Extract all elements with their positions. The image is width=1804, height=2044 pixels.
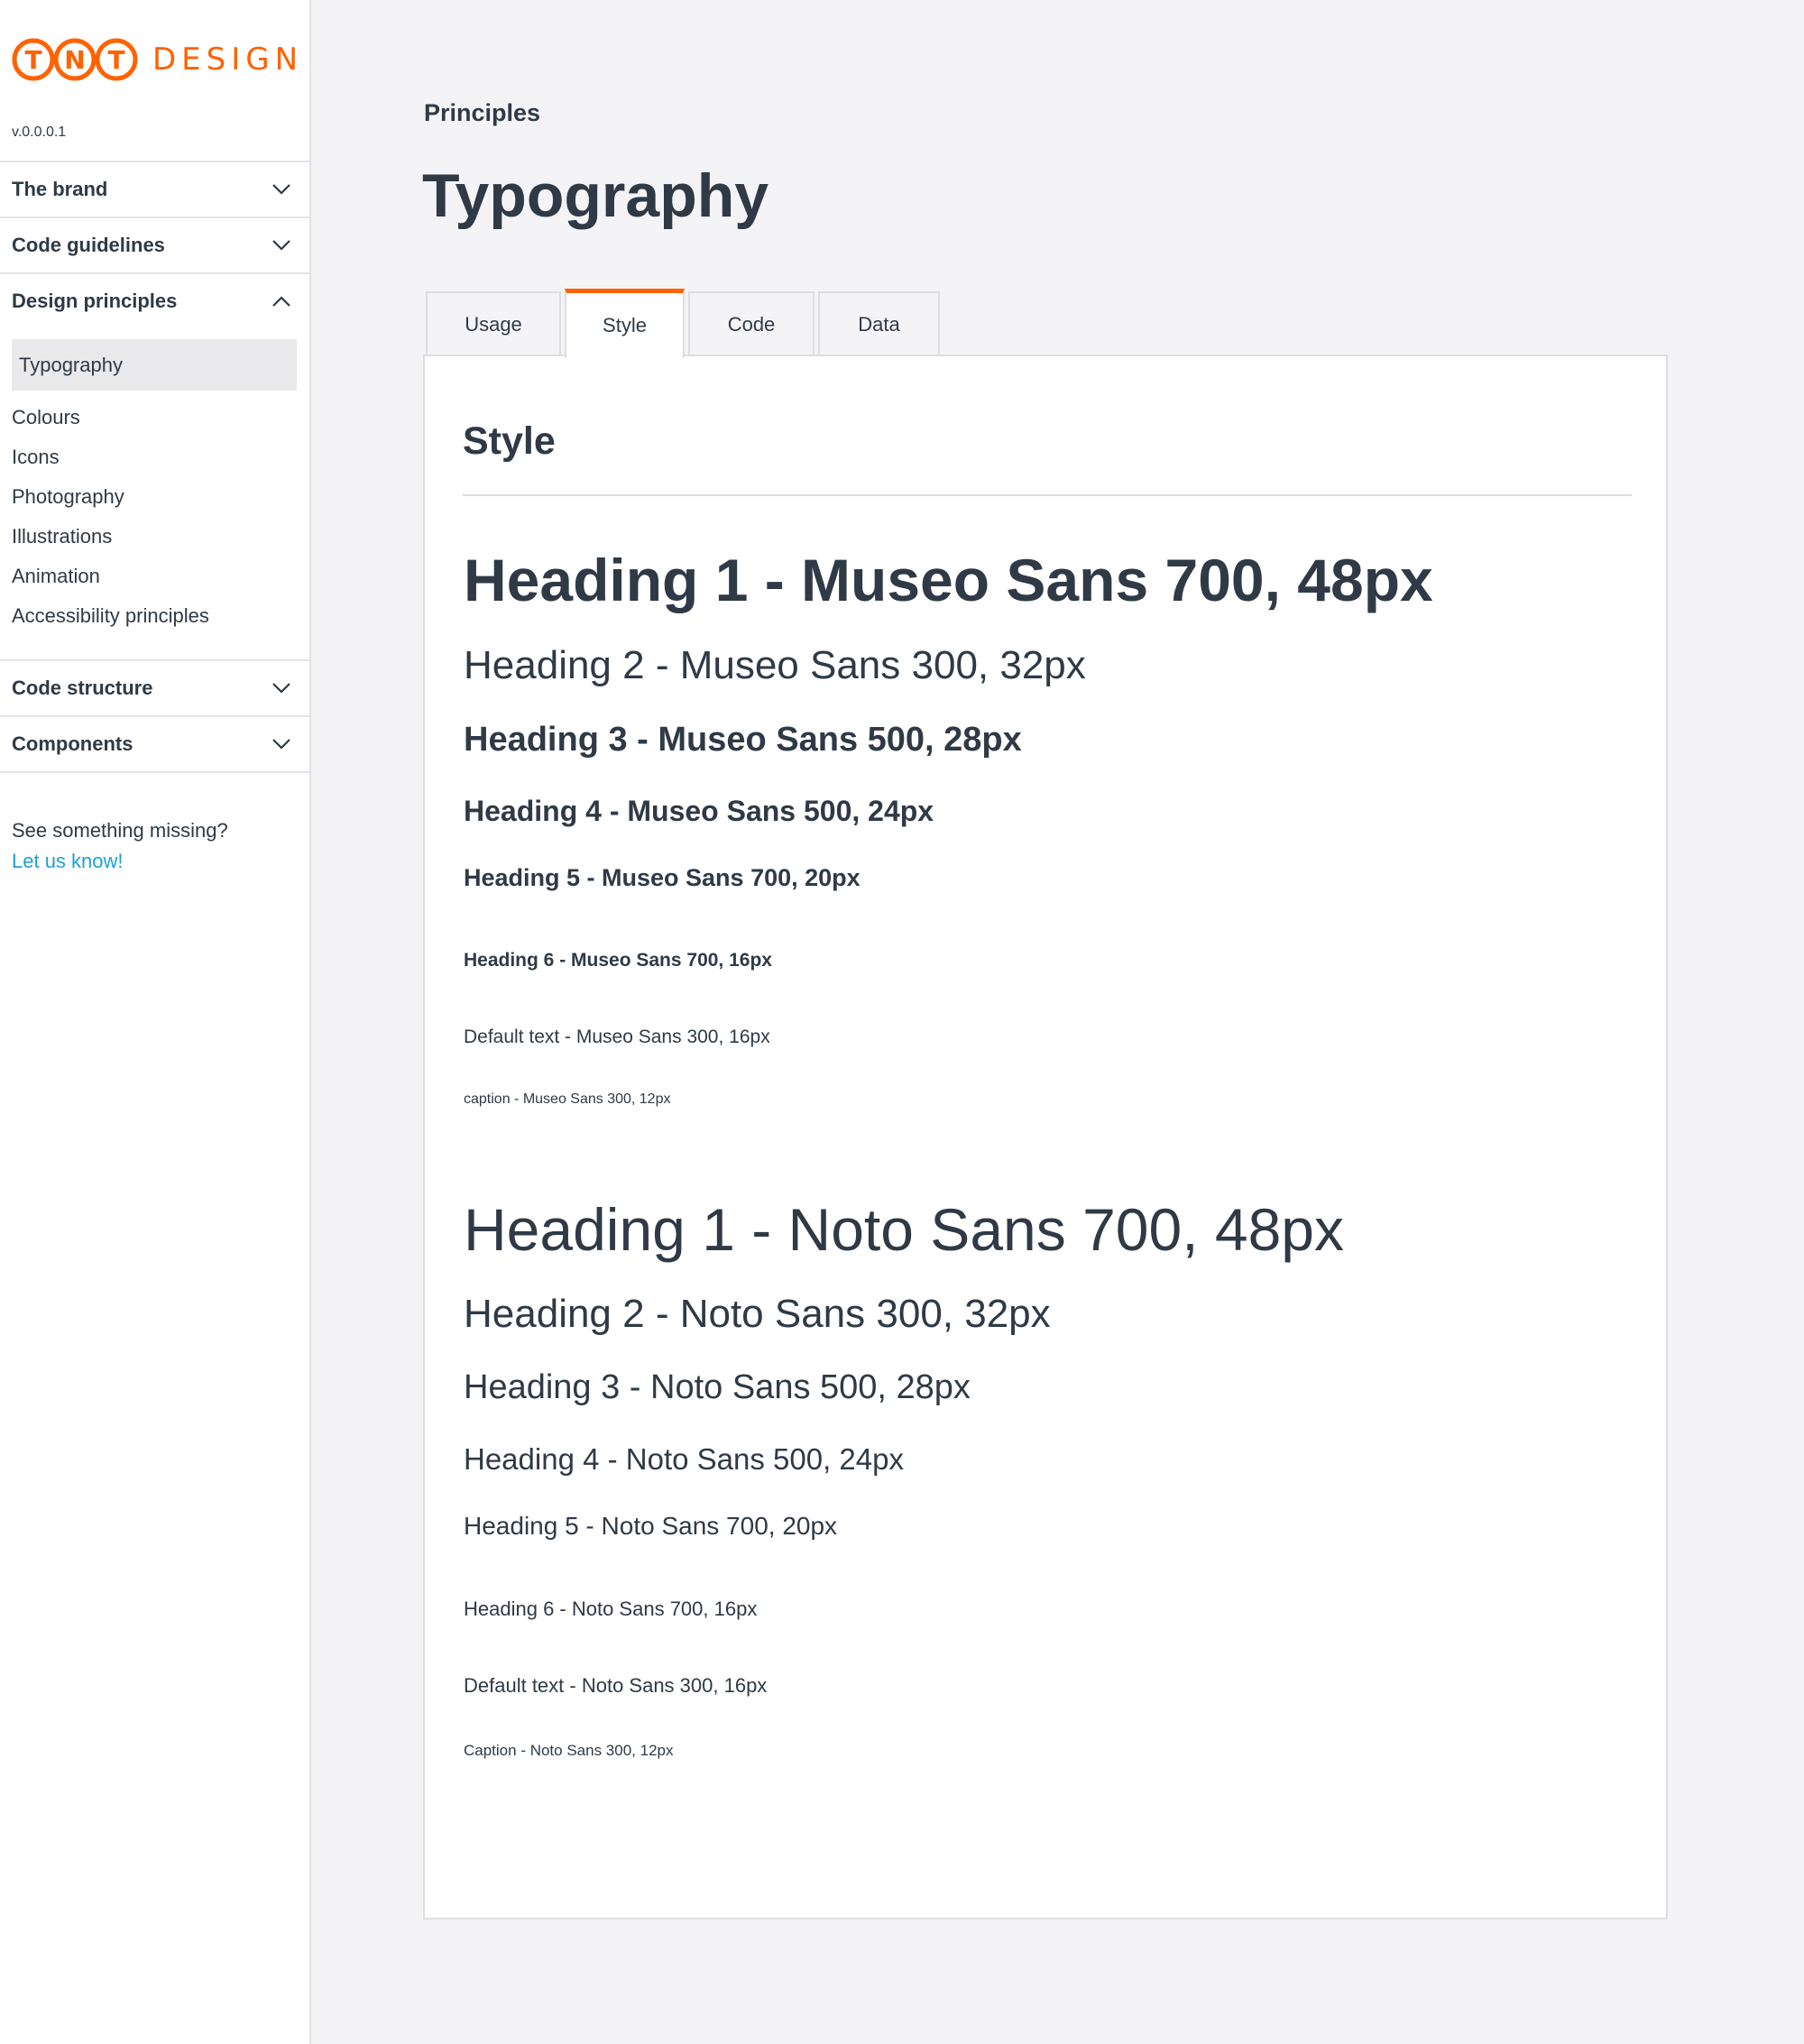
museo-caption-sample: caption - Museo Sans 300, 12px (464, 1091, 671, 1107)
nav-section-label: Design principles (12, 290, 178, 312)
noto-caption-sample: Caption - Noto Sans 300, 12px (464, 1742, 674, 1759)
noto-heading-4-sample: Heading 4 - Noto Sans 500, 24px (464, 1442, 904, 1476)
nav-section-components[interactable] (0, 715, 309, 771)
museo-heading-6-sample: Heading 6 - Museo Sans 700, 16px (464, 950, 772, 971)
feedback-block (12, 815, 228, 877)
nav-divider (0, 771, 309, 773)
subnav-item-accessibility-principles[interactable]: Accessibility principles (12, 604, 209, 627)
tab-usage[interactable]: Usage (426, 291, 561, 356)
museo-heading-4-sample: Heading 4 - Museo Sans 500, 24px (464, 795, 934, 827)
museo-heading-2-sample: Heading 2 - Museo Sans 300, 32px (464, 643, 1086, 687)
design-principles-subnav (0, 328, 309, 659)
museo-heading-3-sample: Heading 3 - Museo Sans 500, 28px (464, 721, 1022, 759)
museo-default-text-sample: Default text - Museo Sans 300, 16px (464, 1027, 770, 1047)
nav-section-label: Components (12, 732, 133, 755)
tnt-logo-icon (12, 36, 138, 83)
tnt-design-logo[interactable] (12, 36, 303, 83)
nav-section-label: Code structure (12, 677, 153, 699)
noto-heading-6-sample: Heading 6 - Noto Sans 700, 16px (464, 1597, 758, 1620)
chevron-down-icon (272, 239, 291, 252)
subnav-item-icons[interactable]: Icons (12, 446, 60, 468)
feedback-text: See something missing? (12, 819, 228, 842)
chevron-down-icon (272, 682, 291, 695)
nav-section-code-guidelines[interactable] (0, 216, 309, 272)
subnav-item-typography[interactable]: Typography (12, 339, 297, 391)
chevron-up-icon (272, 295, 291, 308)
nav-section-design-principles[interactable] (0, 272, 309, 328)
tab-code[interactable]: Code (688, 291, 815, 356)
tab-data[interactable]: Data (818, 291, 940, 356)
version-label: v.0.0.0.1 (12, 124, 67, 140)
breadcrumb[interactable]: Principles (424, 99, 541, 126)
chevron-down-icon (272, 738, 291, 750)
tab-bar (426, 289, 943, 356)
logo-letter-t1: T (24, 45, 42, 75)
nav-section-the-brand[interactable] (0, 161, 309, 216)
logo-letter-n: N (64, 45, 86, 75)
noto-default-text-sample: Default text - Noto Sans 300, 16px (464, 1674, 768, 1697)
noto-heading-2-sample: Heading 2 - Noto Sans 300, 32px (464, 1292, 1051, 1336)
subnav-item-colours[interactable]: Colours (12, 406, 80, 428)
subnav-item-animation[interactable]: Animation (12, 565, 100, 587)
panel-divider (463, 494, 1632, 496)
page-title: Typography (422, 161, 769, 230)
nav-section-label: The brand (12, 178, 108, 200)
museo-heading-5-sample: Heading 5 - Museo Sans 700, 20px (464, 864, 861, 891)
subnav-item-illustrations[interactable]: Illustrations (12, 525, 113, 548)
museo-heading-1-sample: Heading 1 - Museo Sans 700, 48px (464, 547, 1433, 613)
nav-section-label: Code guidelines (12, 234, 165, 256)
style-panel (423, 354, 1668, 1920)
sidebar-nav (0, 161, 309, 773)
subnav-item-photography[interactable]: Photography (12, 485, 124, 508)
logo-wordmark: DESIGN (152, 41, 304, 78)
logo-letter-t2: T (107, 45, 125, 75)
tab-style[interactable]: Style (565, 289, 685, 358)
chevron-down-icon (272, 183, 291, 196)
nav-section-code-structure[interactable] (0, 659, 309, 715)
noto-heading-1-sample: Heading 1 - Noto Sans 700, 48px (464, 1196, 1344, 1263)
noto-heading-3-sample: Heading 3 - Noto Sans 500, 28px (464, 1368, 971, 1406)
sidebar (0, 0, 311, 2044)
feedback-link[interactable]: Let us know! (12, 850, 124, 872)
panel-title: Style (463, 419, 556, 463)
noto-heading-5-sample: Heading 5 - Noto Sans 700, 20px (464, 1512, 838, 1540)
